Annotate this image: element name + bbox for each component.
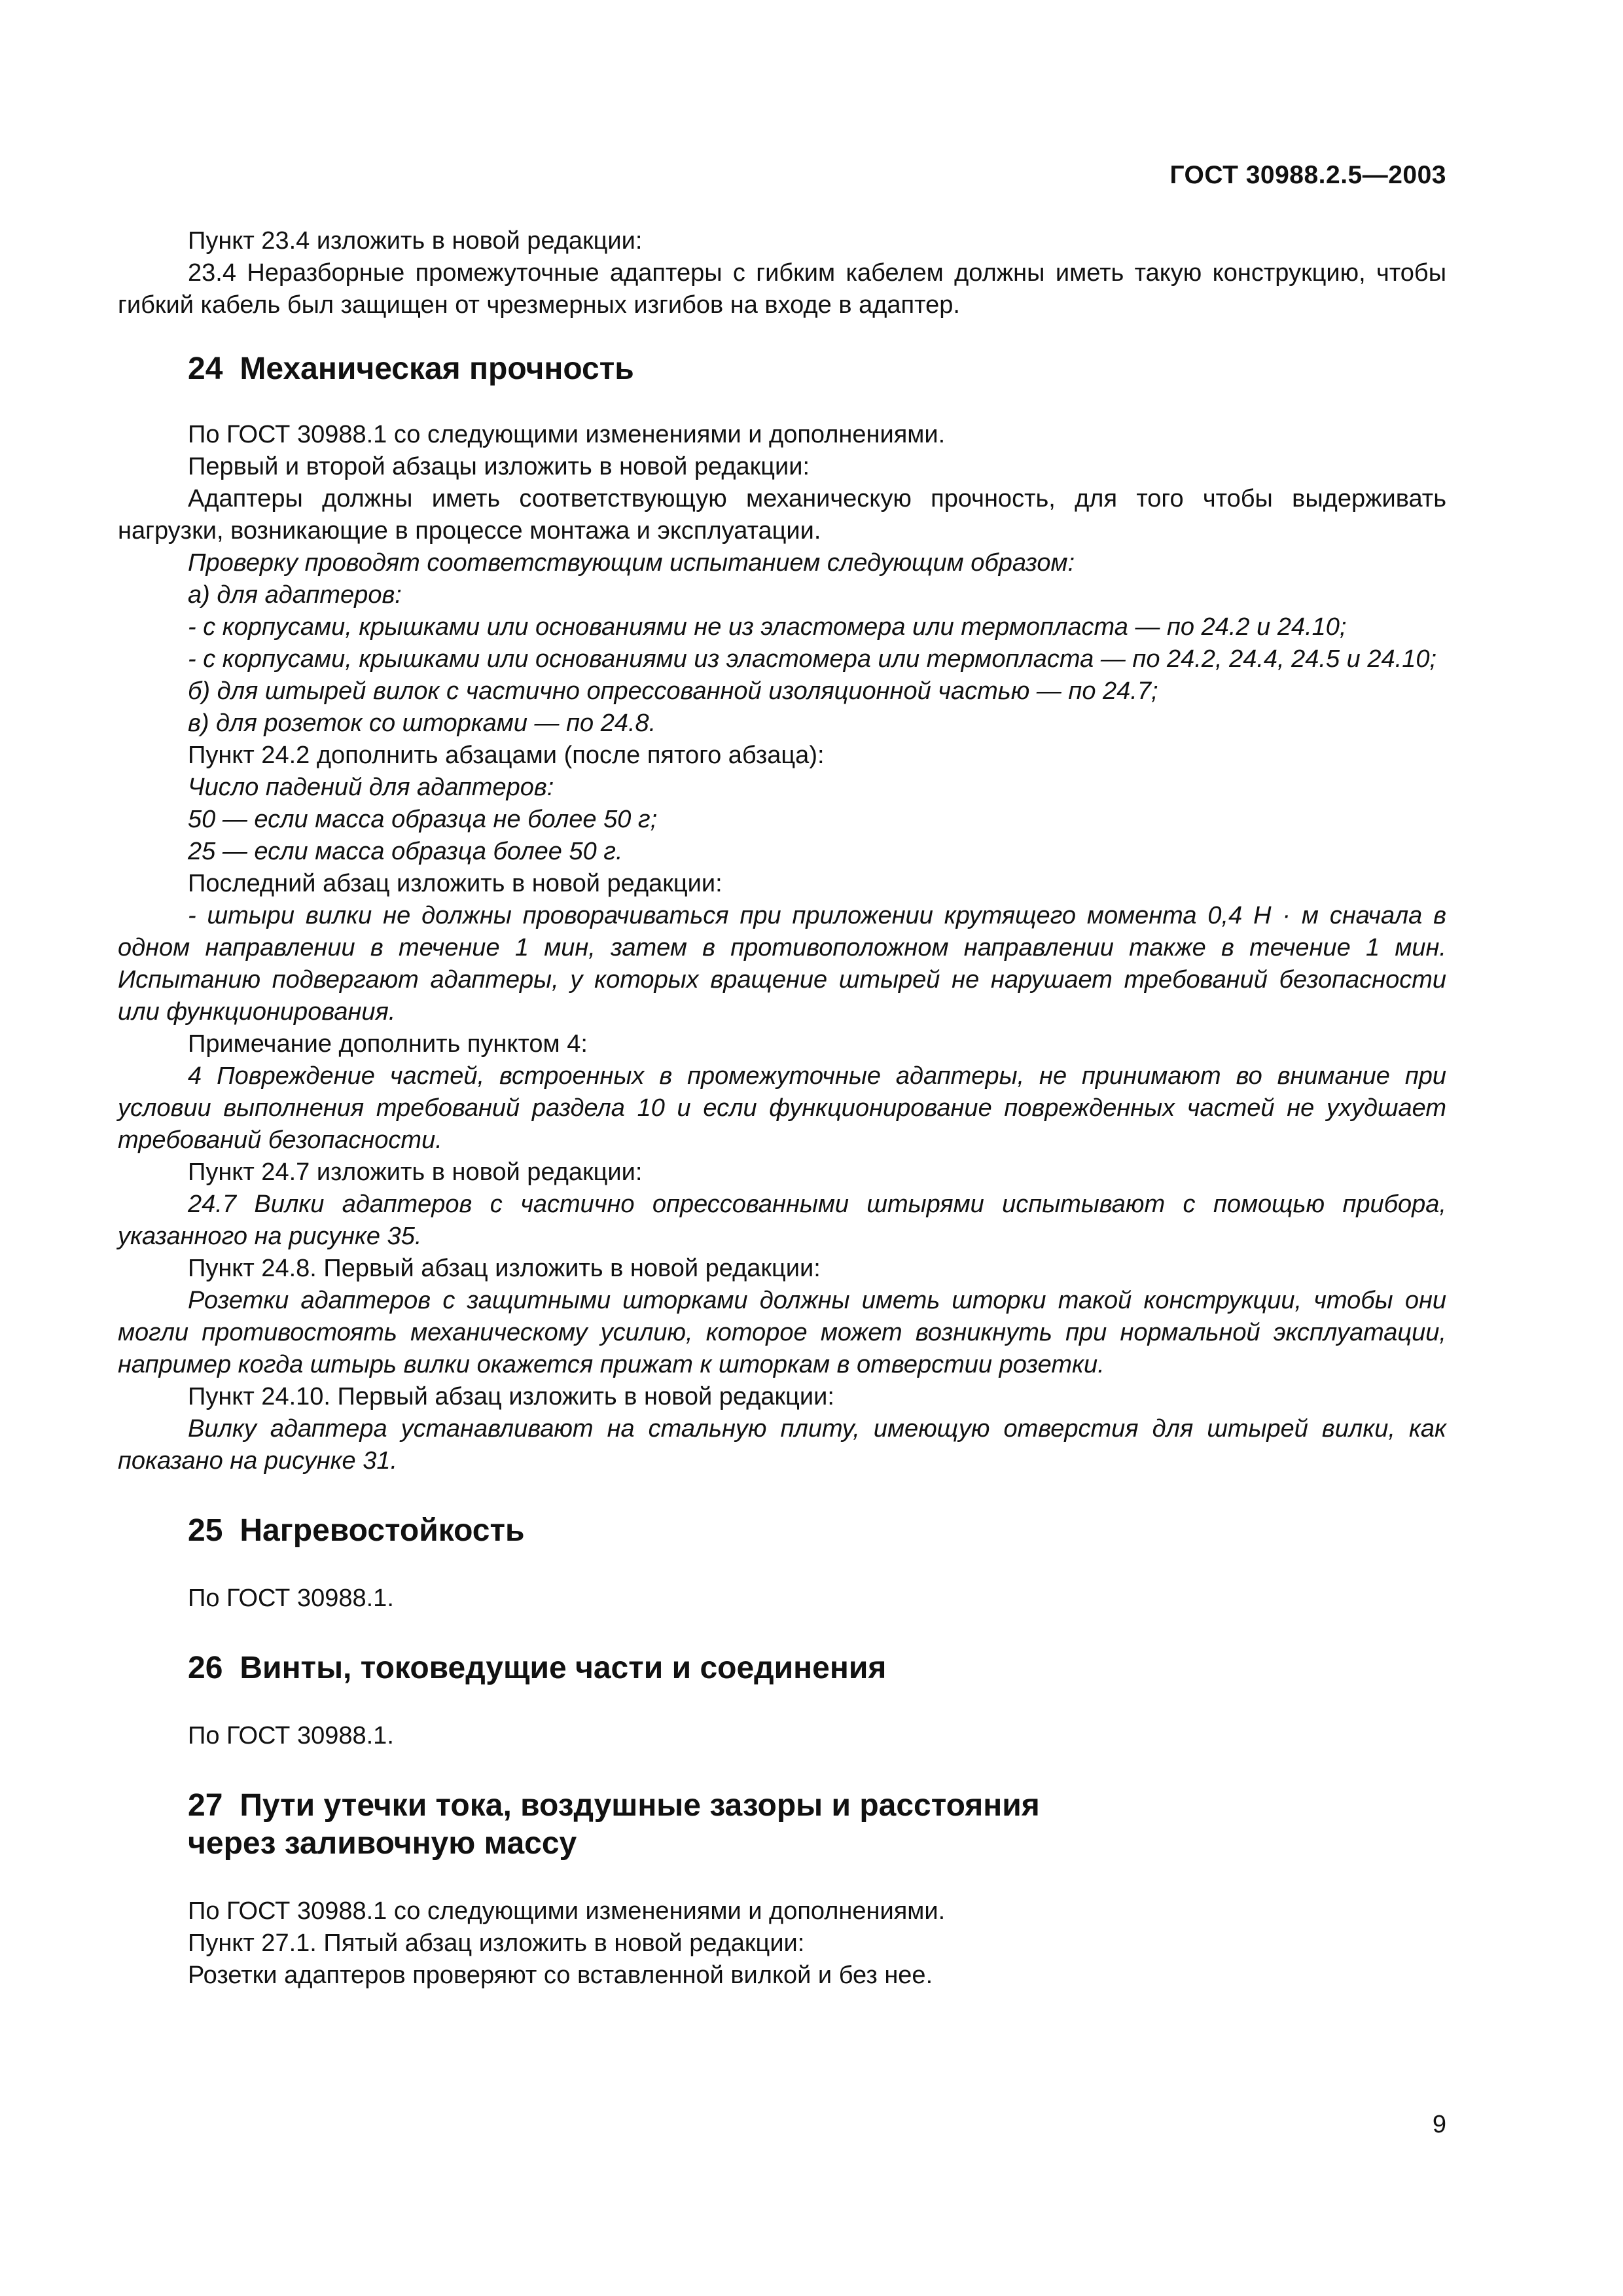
section-title-line2: через заливочную массу xyxy=(188,1826,577,1861)
document-body xyxy=(118,225,1446,1992)
list-item: б) для штырей вилок с частично опрессованной изоляционной частью — по 24.7; xyxy=(188,677,1158,705)
section-25-body xyxy=(118,1583,1446,1615)
section-heading-27 xyxy=(118,1787,1446,1863)
paragraph: Первый и второй абзацы изложить в новой редакции: xyxy=(188,453,810,480)
paragraph: Пункт 23.4 изложить в новой редакции: xyxy=(188,227,643,255)
page-number: 9 xyxy=(1432,2111,1446,2138)
paragraph-italic: 25 — если масса образца более 50 г. xyxy=(188,838,623,865)
paragraph: По ГОСТ 30988.1. xyxy=(188,1722,394,1749)
section-heading-25 xyxy=(118,1512,1446,1550)
section-24-body xyxy=(118,419,1446,1477)
list-item: в) для розеток со шторками — по 24.8. xyxy=(188,709,656,737)
section-number: 27 xyxy=(188,1788,223,1823)
paragraph: По ГОСТ 30988.1. xyxy=(188,1585,394,1612)
document-header: ГОСТ 30988.2.5—2003 xyxy=(1169,161,1446,189)
list-item: - с корпусами, крышками или основаниями не из эластомера или термопласта — по 24.2 и 24.10; xyxy=(188,613,1347,641)
section-number: 26 xyxy=(188,1651,223,1685)
section-title-line1: Пути утечки тока, воздушные зазоры и расстояния xyxy=(240,1788,1040,1823)
paragraph: Последний абзац изложить в новой редакции: xyxy=(188,870,722,897)
section-number: 24 xyxy=(188,351,223,386)
paragraph-italic: Проверку проводят соответствующим испытанием следующим образом: xyxy=(188,549,1075,577)
paragraph: Пункт 24.2 дополнить абзацами (после пятого абзаца): xyxy=(188,742,825,769)
section-26-body xyxy=(118,1720,1446,1752)
paragraph-italic: Вилку адаптера устанавливают на стальную плиту, имеющую отверстия для штырей вилки, как показано на рисунке 31. xyxy=(118,1415,1446,1475)
paragraph: Розетки адаптеров проверяют со вставленной вилкой и без нее. xyxy=(188,1962,933,1989)
paragraph: По ГОСТ 30988.1 со следующими изменениями и дополнениями. xyxy=(188,421,946,448)
section-heading-24 xyxy=(118,350,1446,388)
section-27-body xyxy=(118,1895,1446,1992)
section-title: Винты, токоведущие части и соединения xyxy=(240,1651,887,1685)
paragraph: Пункт 27.1. Пятый абзац изложить в новой редакции: xyxy=(188,1929,805,1957)
section-title: Нагревостойкость xyxy=(240,1513,525,1548)
paragraph: Адаптеры должны иметь соответствующую механическую прочность, для того чтобы выдерживать нагрузки, возникающие в процессе монтажа и эксплуатации. xyxy=(118,485,1446,545)
paragraph-italic: 50 — если масса образца не более 50 г; xyxy=(188,806,658,833)
paragraph-italic: Число падений для адаптеров: xyxy=(188,774,554,801)
list-item: - с корпусами, крышками или основаниями из эластомера или термопласта — по 24.2, 24.4, 24.5 и 24.10; xyxy=(188,645,1437,673)
section-title: Механическая прочность xyxy=(240,351,634,386)
paragraph-italic: Розетки адаптеров с защитными шторками должны иметь шторки такой конструкции, чтобы они могли противостоять механическому усилию, которое может возникнуть при нормальной эксплуатации, например когда штырь вилки окажется прижат к шторкам в отверстии розетки. xyxy=(118,1287,1446,1378)
paragraph: Пункт 24.7 изложить в новой редакции: xyxy=(188,1158,643,1186)
paragraph: 23.4 Неразборные промежуточные адаптеры с гибким кабелем должны иметь такую конструкцию, чтобы гибкий кабель был защищен от чрезмерных изгибов на входе в адаптер. xyxy=(118,259,1446,319)
paragraph-italic: - штыри вилки не должны проворачиваться при приложении крутящего момента 0,4 Н · м сначала в одном направлении в течение 1 мин, затем в противоположном направлении также в течение 1 мин. Испытанию подвергают адаптеры, у которых вращение штырей не нарушает требований безопасности или функционирования. xyxy=(118,902,1446,1026)
list-item: а) для адаптеров: xyxy=(188,581,402,609)
paragraph: По ГОСТ 30988.1 со следующими изменениями и дополнениями. xyxy=(188,1897,946,1925)
section-heading-26 xyxy=(118,1649,1446,1687)
paragraph-italic: 24.7 Вилки адаптеров с частично опрессованными штырями испытывают с помощью прибора, указанного на рисунке 35. xyxy=(118,1191,1446,1250)
paragraph: Примечание дополнить пунктом 4: xyxy=(188,1030,588,1058)
paragraph: Пункт 24.10. Первый абзац изложить в новой редакции: xyxy=(188,1383,834,1410)
section-number: 25 xyxy=(188,1513,223,1548)
note-item: 4 Повреждение частей, встроенных в промежуточные адаптеры, не принимают во внимание при условии выполнения требований раздела 10 и если функционирование поврежденных частей не ухудшает требований безопасности. xyxy=(118,1062,1446,1154)
paragraph: Пункт 24.8. Первый абзац изложить в новой редакции: xyxy=(188,1255,821,1282)
